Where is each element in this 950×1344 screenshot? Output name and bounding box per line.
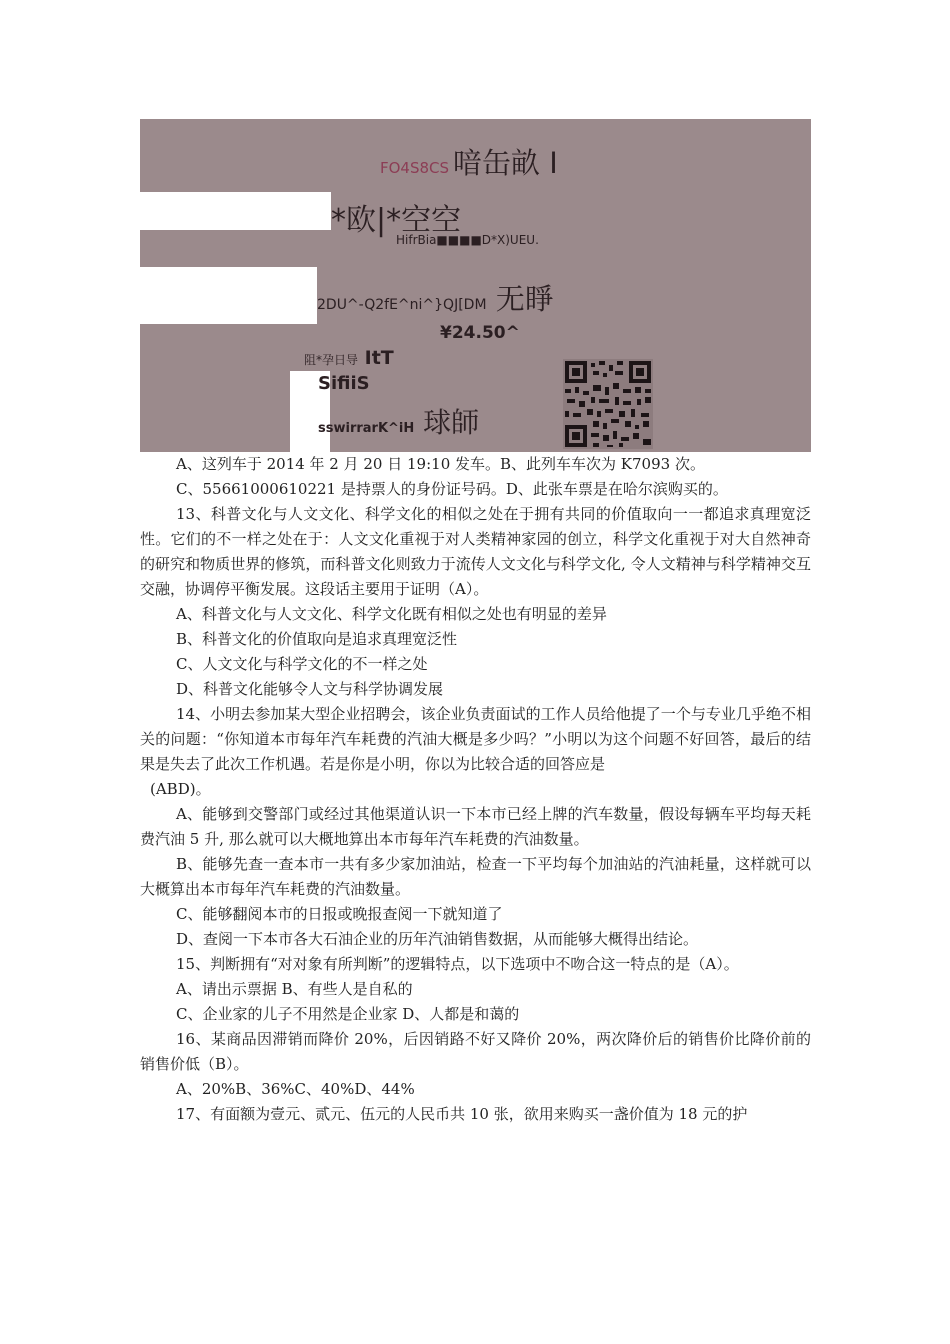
- ticket-line-2: *欧|*空空: [331, 203, 462, 238]
- doc-paragraph: A、20%B、36%C、40%D、44%: [176, 1080, 415, 1098]
- doc-paragraph: (ABD)。: [150, 780, 211, 798]
- doc-paragraph: A、请出示票据 B、有些人是自私的: [176, 980, 413, 998]
- doc-paragraph: C、55661000610221 是持票人的身份证号码。D、此张车票是在哈尔滨购买的。: [176, 480, 728, 498]
- doc-paragraph: 14、小明去参加某大型企业招聘会，该企业负责面试的工作人员给他提了一个与专业几乎绝不相关的问题：“你知道本市每年汽车耗费的汽油大概是多少吗？”小明以为这个问题不好回答，最后的结果是失去了此次工作机遇。若是你是小明，你以为比较合适的回答应是: [140, 705, 811, 773]
- doc-paragraph: D、科普文化能够令人文与科学协调发展: [176, 680, 444, 698]
- doc-paragraph: B、科普文化的价值取向是追求真理宽泛性: [176, 630, 458, 648]
- doc-paragraph: 13、科普文化与人文文化、科学文化的相似之处在于拥有共同的价值取向一一都追求真理宽泛性。它们的不一样之处在于：人文文化重视于对人类精神家园的创立，科学文化重视于对大自然神奇的研究和物质世界的修筑，而科普文化则致力于流传人文文化与科学文化, 令人文精神与科学精神交互交融，协调停平衡发展。这段话主要用于证明（A）。: [140, 505, 811, 598]
- doc-paragraph: C、能够翻阅本市的日报或晚报查阅一下就知道了: [176, 905, 503, 923]
- ticket-line-7: SifiiS: [318, 373, 370, 394]
- ticket-redaction-1: [140, 192, 331, 230]
- ticket-line-8: sswirrarK^iH 球師: [318, 406, 480, 439]
- doc-paragraph: A、这列车于 2014 年 2 月 20 日 19:10 发车。B、此列车车次为 K7093 次。: [176, 455, 705, 473]
- doc-paragraph: A、科普文化与人文文化、科学文化既有相似之处也有明显的差异: [176, 605, 607, 623]
- doc-paragraph: D、查阅一下本市各大石油企业的历年汽油销售数据，从而能够大概得出结论。: [176, 930, 699, 948]
- doc-paragraph: 15、判断拥有“对对象有所判断”的逻辑特点，以下选项中不吻合这一特点的是（A）。: [176, 955, 739, 973]
- ticket-redaction-2: [140, 267, 317, 324]
- document-body: [140, 452, 811, 1127]
- qr-code-icon: [563, 359, 653, 449]
- ticket-price: ¥24.50^: [440, 323, 520, 343]
- ticket-line-4: 2DU^-Q2fE^ni^}QJ[DM 无睜: [317, 282, 554, 316]
- train-ticket-image: [140, 119, 811, 452]
- doc-paragraph: C、人文文化与科学文化的不一样之处: [176, 655, 428, 673]
- ticket-line-3: HifrBia■■■■D*X)UEU.: [396, 233, 539, 247]
- doc-paragraph: 16、某商品因滞销而降价 20%，后因销路不好又降价 20%，两次降价后的销售价比降价前的销售价低（B）。: [140, 1030, 811, 1073]
- ticket-line-6: 阻*孕日导 ItT: [304, 347, 394, 369]
- doc-paragraph: A、能够到交警部门或经过其他渠道认识一下本市已经上牌的汽车数量，假设每辆车平均每天耗费汽油 5 升, 那么就可以大概地算出本市每年汽车耗费的汽油数量。: [140, 805, 811, 848]
- doc-paragraph: 17、有面额为壹元、贰元、伍元的人民币共 10 张，欲用来购买一盏价值为 18 元的护: [176, 1105, 748, 1123]
- doc-paragraph: B、能够先查一查本市一共有多少家加油站，检查一下平均每个加油站的汽油耗量，这样就可以大概算出本市每年汽车耗费的汽油数量。: [140, 855, 811, 898]
- ticket-line-1: FO4S8CS 喑缶畝 I: [380, 146, 558, 180]
- doc-paragraph: C、企业家的儿子不用然是企业家 D、人都是和蔼的: [176, 1005, 520, 1023]
